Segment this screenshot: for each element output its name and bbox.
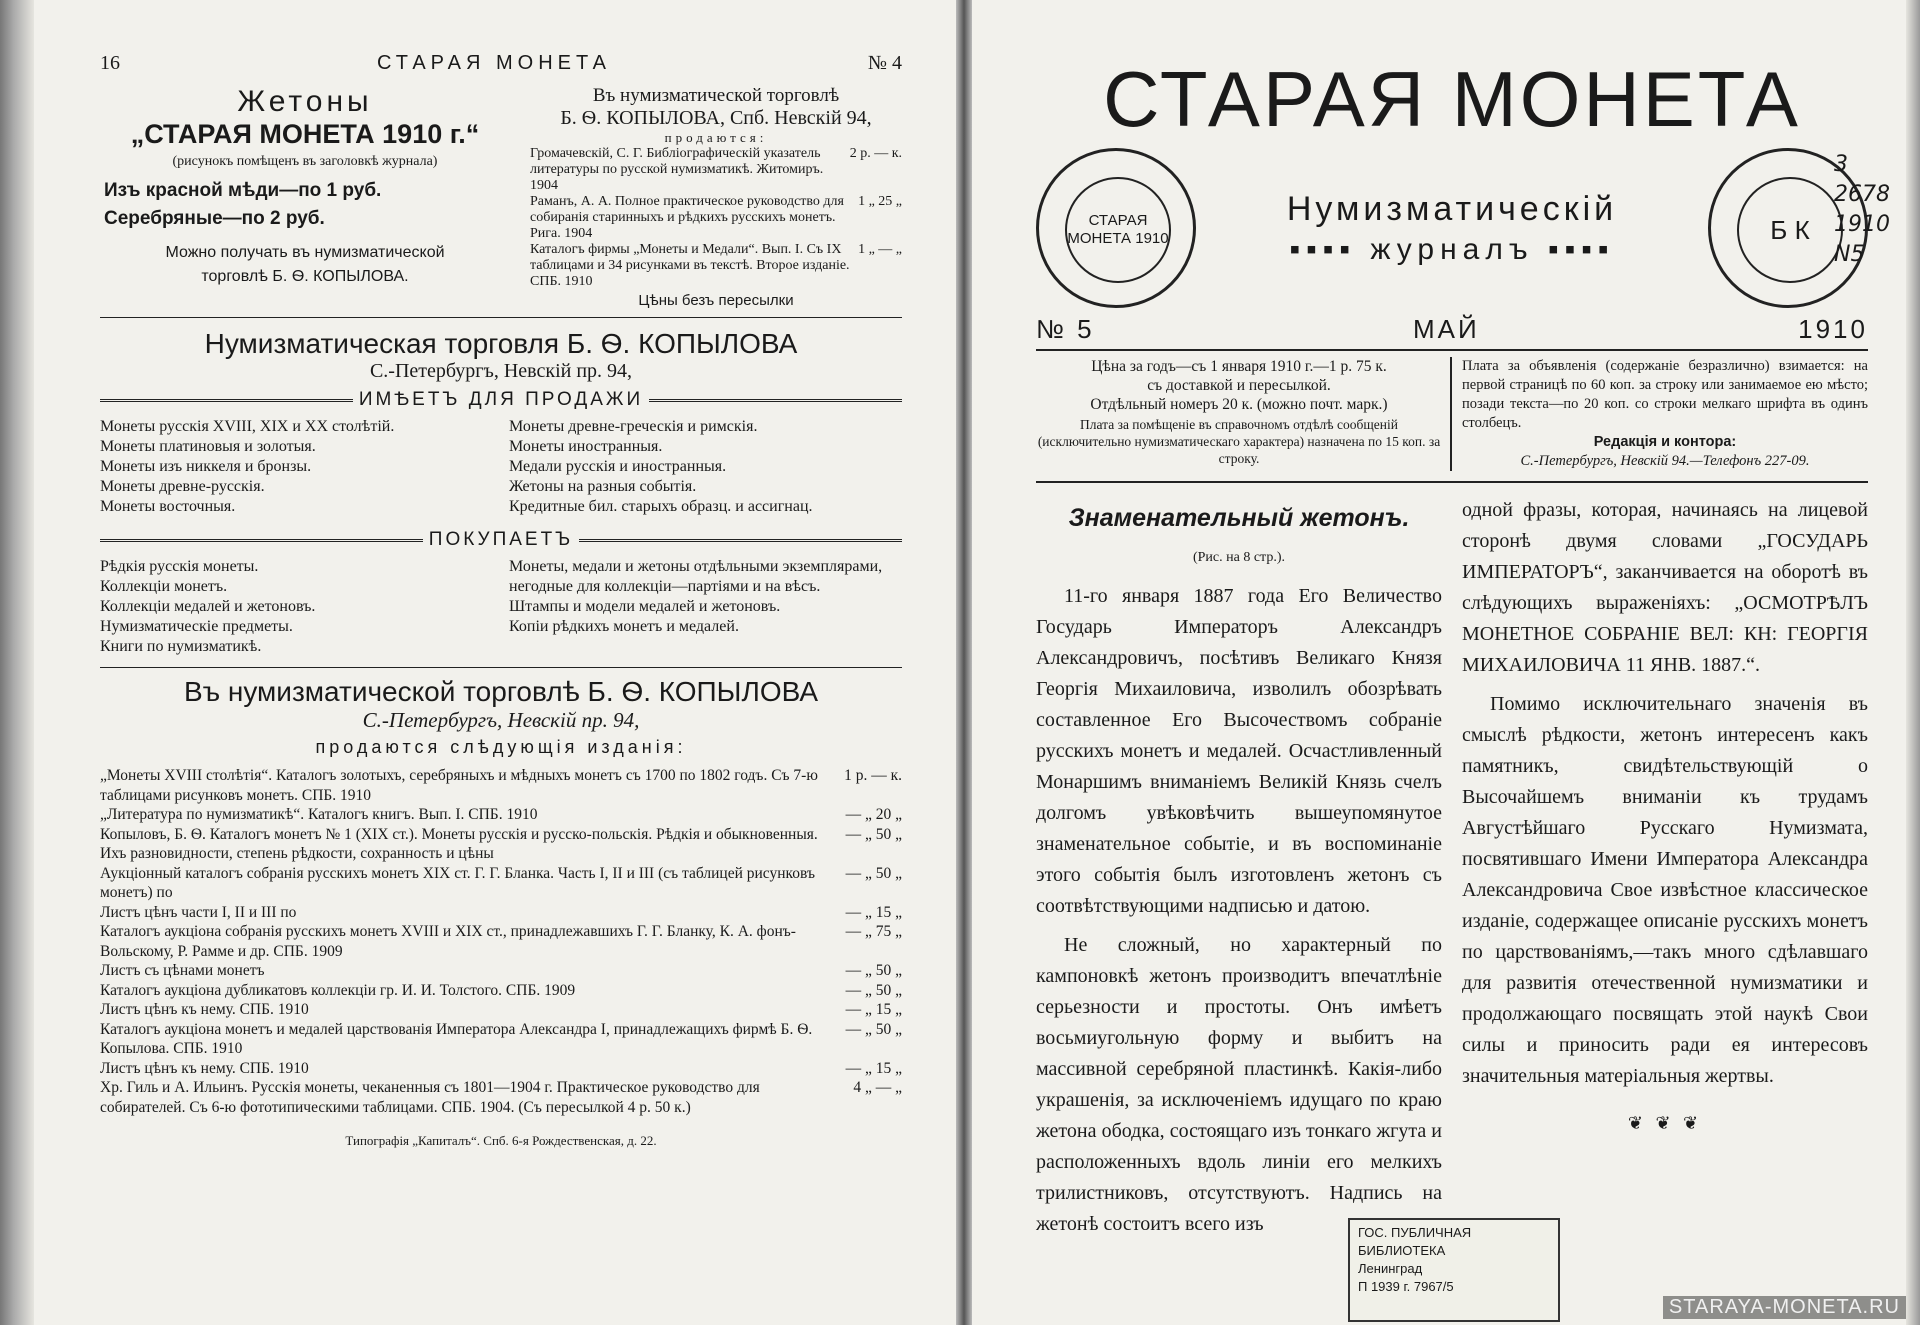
list-item: Книги по нумизматикѣ.	[100, 638, 262, 655]
publications-ad	[100, 676, 902, 1149]
list-item: Кредитные бил. старыхъ образц. и ассигнац.	[509, 498, 813, 515]
masthead: СТАРАЯ МОНЕТА	[1103, 55, 1801, 143]
running-header	[100, 52, 902, 75]
token-seal-right: Б К	[1708, 148, 1868, 308]
pub-item: Листъ съ цѣнами монетъ — „ 50 „	[100, 962, 902, 979]
trade-ad	[100, 328, 902, 657]
list-item: Монеты иностранныя.	[509, 438, 663, 455]
list-item: Монеты платиновыя и золотыя.	[100, 438, 316, 455]
printer: Типографія „Капиталъ“. Спб. 6-я Рождественская, д. 22.	[345, 1133, 657, 1148]
shop-item: Раманъ, А. А. Полное практическое руководство для собиранія старинныхъ и рѣдкихъ русскихъ монетъ. Рига. 1904 1 „ 25 „	[530, 194, 902, 241]
token-ad	[100, 85, 510, 309]
article-paragraph: Не сложный, но характерный по кампоновкѣ жетонъ производитъ впечатлѣніе серьезности и простоты. Онъ имѣетъ восьмиугольную форму и выбитъ на массивной серебряной пластинкѣ. Какія-либо украшенія, за исключеніемъ идущаго по краю жетона ободка, состоящаго изъ тонкаго жгута и расположенныхъ вдоль линіи его мелкихъ трилистниковъ, отсутствуютъ. Надпись на жетонѣ состоитъ всего изъ	[1036, 934, 1442, 1235]
token-where-1: Можно получать въ нумизматической	[165, 244, 445, 261]
token-where-2: торговлѣ Б. Ѳ. КОПЫЛОВА.	[201, 268, 409, 285]
site-watermark: STARAYA-MONETA.RU	[1663, 1296, 1906, 1319]
buy-header: ПОКУПАЕТЪ	[100, 529, 902, 551]
book-gutter	[956, 0, 972, 1325]
list-item: Нумизматическіе предметы.	[100, 618, 293, 635]
issue-number: № 4	[867, 52, 902, 74]
subscription-info	[1036, 349, 1868, 471]
shop-line-1: Въ нумизматической торговлѣ	[592, 85, 840, 106]
list-item: Монеты русскія XVIII, XIX и XX столѣтій.	[100, 418, 395, 435]
shop-ad	[530, 85, 902, 309]
article	[1036, 481, 1868, 1240]
pub-address: С.-Петербургъ, Невскій пр. 94,	[362, 708, 640, 732]
top-ads	[100, 85, 902, 309]
article-subtitle: (Рис. на 8 стр.).	[1192, 550, 1286, 565]
buy-list	[100, 557, 902, 657]
shop-item: Каталогъ фирмы „Монеты и Медали“. Вып. I. Съ IX таблицами и 34 рисунками въ текстѣ. Второе изданіе. СПБ. 1910 1 „ — „	[530, 242, 902, 289]
pub-item: Каталогъ аукціона собранія русскихъ монетъ XVIII и XIX ст., принадлежавшихъ Г. Г. Бланку, К. А. фонъ-Вольскому, Р. Рамме и др. СПБ. 1909 — „ 75 „	[100, 923, 902, 960]
page-number: 16	[100, 52, 120, 74]
trade-address: С.-Петербургъ, Невскій пр. 94,	[369, 360, 633, 382]
sell-header: ИМѢЕТЪ ДЛЯ ПРОДАЖИ	[100, 389, 902, 411]
pub-item: „Литература по нумизматикѣ“. Каталогъ книгъ. Вып. I. СПБ. 1910 — „ 20 „	[100, 806, 902, 823]
list-item: Монеты древне-греческія и римскія.	[509, 418, 758, 435]
pub-item: Хр. Гиль и А. Ильинъ. Русскія монеты, чеканенныя съ 1801—1904 г. Практическое руководство для собирателей. Съ 6-ю фототипическими таблицами. СПБ. 1904. (Съ пересылкой 4 р. 50 к.) 4 „ — „	[100, 1079, 902, 1116]
trade-title: Нумизматическая торговля Б. Ѳ. КОПЫЛОВА	[204, 328, 798, 359]
token-name: „СТАРАЯ МОНЕТА 1910 г.“	[130, 119, 480, 149]
sell-list	[100, 417, 902, 517]
list-item: Коллекціи монетъ.	[100, 578, 228, 595]
ornament-icon: ❦ ❦ ❦	[1627, 1113, 1703, 1133]
shop-line-2: Б. Ѳ. КОПЫЛОВА, Спб. Невскій 94,	[560, 107, 872, 129]
shop-item: Громачевскій, С. Г. Библіографическій указатель литературы по русской нумизматикѣ. Житомиръ. 1904 2 р. — к.	[530, 146, 902, 193]
article-paragraph: одной фразы, которая, начинаясь на лицевой сторонѣ двумя словами „ГОСУДАРЬ ИМПЕРАТОРЪ“, заканчивается на оборотѣ въ слѣдующихъ выраженіяхъ: „ОСМОТРѢЛЪ МОНЕТНОЕ СОБРАНІЕ ВЕЛ: КН: ГЕОРГІЯ МИХАИЛОВИЧА 11 ЯНВ. 1887.“.	[1462, 499, 1868, 676]
right-page	[968, 0, 1920, 1325]
issue-year: 1910	[1798, 314, 1868, 344]
article-paragraph: 11-го января 1887 года Его Величество Государь Императоръ Александръ Александровичъ, посѣтивъ Великаго Князя Георгія Михаиловича, изволилъ обозрѣвать составленное Его Высочествомъ собраніе русскихъ монетъ и медалей. Осчастливленный Монаршимъ вниманіемъ Великій Князь счелъ долгомъ увѣковѣчить вышеупомянутое знаменательное событіе, и въ воспоминаніе этого событія былъ изготовленъ жетонъ съ соотвѣтствующими надписью и датою.	[1036, 585, 1442, 917]
token-silver: Серебряные—по 2 руб.	[104, 208, 325, 229]
running-title: СТАРАЯ МОНЕТА	[377, 52, 611, 74]
pub-item: Листъ цѣнъ къ нему. СПБ. 1910 — „ 15 „	[100, 1001, 902, 1018]
shop-line-3: продаются:	[664, 130, 768, 145]
handwritten-shelfmark: 3 2678 1910 N5	[1834, 152, 1890, 267]
subtitle: Нумизматическій ▪▪▪▪ журналъ ▪▪▪▪	[1286, 189, 1618, 266]
list-item: Жетоны на разныя событія.	[509, 478, 697, 495]
article-col-1	[1036, 495, 1442, 1240]
pub-item: Каталогъ аукціона дубликатовъ коллекціи гр. И. И. Толстого. СПБ. 1909 — „ 50 „	[100, 981, 902, 999]
list-item: Штампы и модели медалей и жетоновъ.	[509, 598, 781, 615]
pub-head: продаются слѣдующія изданія:	[315, 737, 687, 757]
pub-list	[100, 766, 902, 1117]
divider	[100, 317, 902, 318]
list-item: Копіи рѣдкихъ монетъ и медалей.	[509, 618, 739, 635]
article-paragraph: Помимо исключительнаго значенія въ смыслѣ рѣдкости, жетонъ интересенъ какъ памятникъ, свидѣтельствующій о Высочайшемъ вниманіи къ трудамъ Августѣйшаго Русскаго Нумизмата, посвятившаго Имени Императора Александра Александровича Свое извѣстное классическое изданіе, содержащее описаніе русскихъ монетъ по царствованіямъ,—такъ много сдѣлавшаго для развитія отечественной нумизматики и продолжающаго посвящать этой наукѣ Свои силы и приносить ради ея интересовъ значительныя матеріальныя жертвы.	[1462, 693, 1868, 1087]
issue-number: № 5	[1036, 314, 1095, 344]
article-col-2	[1462, 495, 1868, 1240]
list-item: Рѣдкія русскія монеты.	[100, 558, 259, 575]
issue-month: МАЙ	[1413, 314, 1480, 344]
pub-item: Каталогъ аукціона монетъ и медалей царствованія Императора Александра I, принадлежащихъ фирмѣ Б. Ѳ. Копылова. СПБ. 1910 — „ 50 „	[100, 1020, 902, 1057]
list-item: Монеты восточныя.	[100, 498, 236, 515]
token-head: Жетоны	[237, 85, 373, 118]
page-edge	[1906, 0, 1920, 1325]
list-item: Монеты изъ никкеля и бронзы.	[100, 458, 312, 475]
shop-footer: Цѣны безъ пересылки	[638, 292, 794, 309]
token-copper: Изъ красной мѣди—по 1 руб.	[104, 180, 382, 201]
article-title: Знаменательный жетонъ.	[1068, 504, 1410, 532]
pub-item: „Монеты XVIII столѣтія“. Каталогъ золотыхъ, серебряныхъ и мѣдныхъ монетъ съ 1700 по 1802 годъ. Съ 7-ю таблицами рисунковъ монетъ. СПБ. 1910 1 р. — к.	[100, 767, 902, 804]
divider	[100, 667, 902, 668]
list-item: Коллекціи медалей и жетоновъ.	[100, 598, 316, 615]
pub-title: Въ нумизматической торговлѣ Б. Ѳ. КОПЫЛОВА	[183, 676, 819, 707]
token-seal-left: СТАРАЯ МОНЕТА 1910	[1036, 148, 1196, 308]
pub-item: Листъ цѣнъ части I, II и III по — „ 15 „	[100, 903, 902, 921]
pub-item: Листъ цѣнъ къ нему. СПБ. 1910 — „ 15 „	[100, 1059, 902, 1077]
issue-line	[1036, 314, 1868, 345]
library-stamp: ГОС. ПУБЛИЧНАЯ БИБЛИОТЕКА Ленинград П 1939 г. 7967/5	[1348, 1218, 1560, 1322]
masthead-row	[1036, 148, 1868, 308]
list-item: Монеты древне-русскія.	[100, 478, 265, 495]
ad-info: Плата за объявленія (содержаніе безразлично) взимается: на первой страницѣ по 60 коп. за строку или занимаемое ею мѣсто; позади текста—по 20 коп. со строки мелкаго шрифта въ одинъ столбецъ. Редакція и контора: С.-Петербургъ, Невскій 94.—Телефонъ 227-09.	[1450, 357, 1868, 471]
pub-item: Копыловъ, Б. Ѳ. Каталогъ монетъ № 1 (XIX ст.). Монеты русскія и русско-польскія. Рѣдкія и обыкновенныя. Ихъ разновидности, степень рѣдкости, сохранность и цѣны — „ 50 „	[100, 825, 902, 862]
price-info: Цѣна за годъ—съ 1 января 1910 г.—1 р. 75 к. съ доставкой и пересылкой. Отдѣльный номеръ 20 к. (можно почт. марк.) Плата за помѣщеніе въ справочномъ отдѣлѣ сообщеній (исключительно нумизматическаго характера) назначена по 15 коп. за строку.	[1037, 358, 1441, 466]
list-item: Монеты, медали и жетоны отдѣльными экземплярами, негодные для коллекціи—партіями и на вѣсъ.	[509, 558, 883, 595]
pub-item: Аукціонный каталогъ собранія русскихъ монетъ XIX ст. Г. Г. Бланка. Часть I, II и III (съ таблицей рисунковъ монетъ) по — „ 50 „	[100, 864, 902, 901]
page-edge	[0, 0, 34, 1325]
token-note: (рисунокъ помѣщенъ въ заголовкѣ журнала)	[172, 154, 438, 169]
list-item: Медали русскія и иностранныя.	[509, 458, 727, 475]
